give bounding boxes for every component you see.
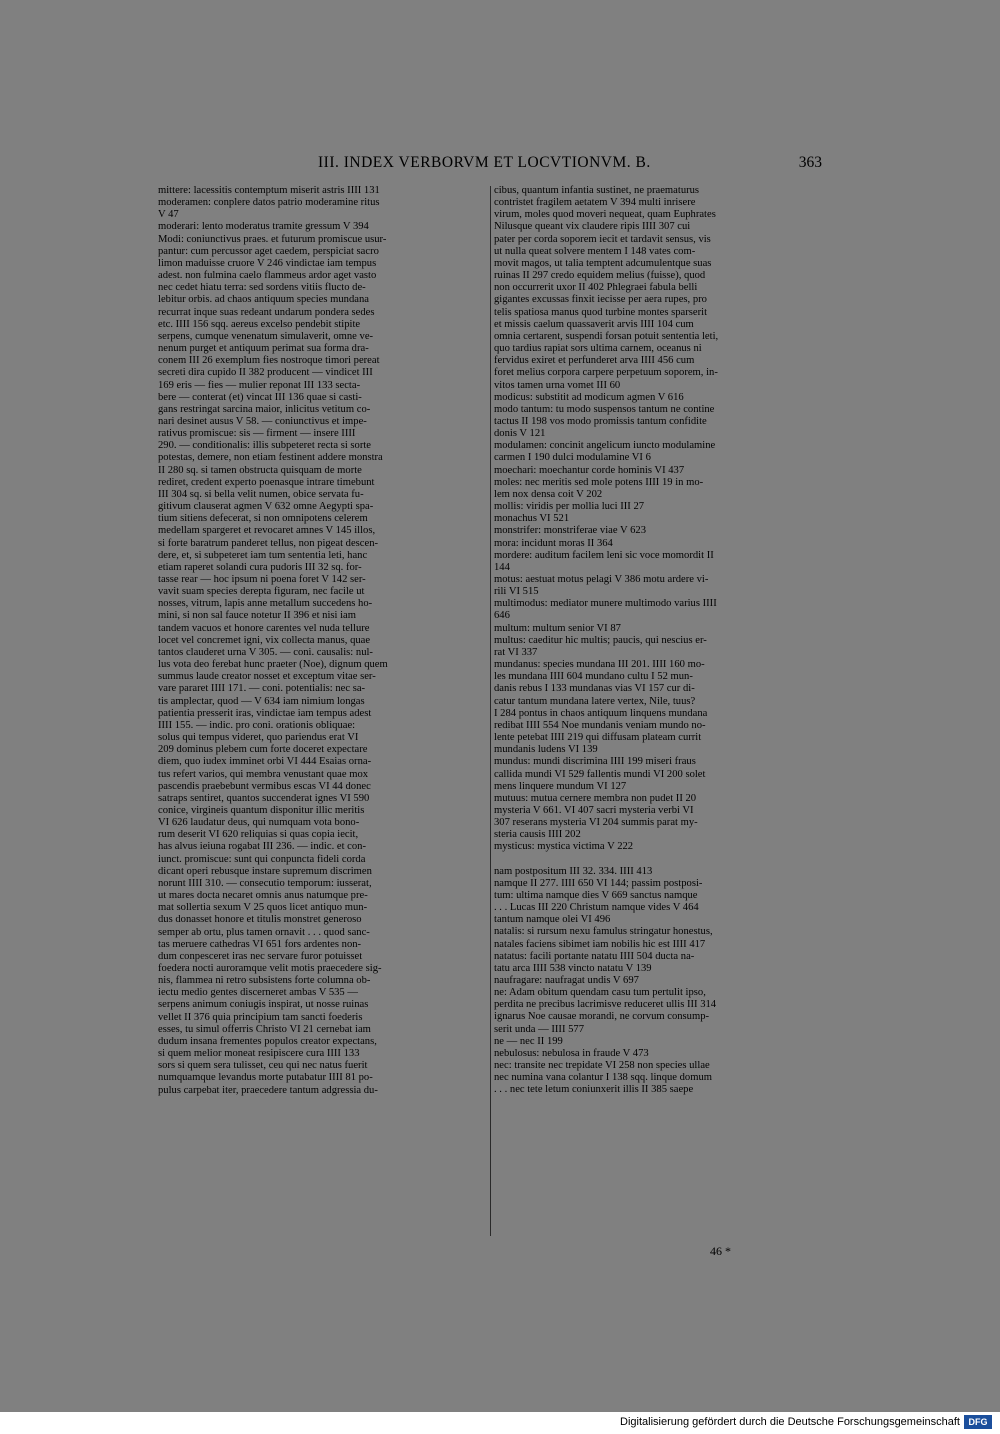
printer-signature: 46 *: [710, 1244, 731, 1258]
page-header: [160, 154, 822, 176]
text-line: tasse rear — hoc ipsum ni poena foret V 142 ser-: [158, 574, 366, 585]
text-line: natales faciens sibimet iam nobilis hic est IIII 417: [494, 938, 706, 950]
text-line: monachus VI 521: [494, 513, 570, 525]
text-line: tis amplectar, quod — V 634 iam nimium longas: [158, 695, 365, 707]
text-line: gitivum clauserat agmen V 632 omne Aegypti spa-: [158, 501, 374, 513]
text-line: pantur: cum percussor aget caedem, perspiciat sacro: [158, 245, 379, 257]
text-line: ut nulla queat solvere mentem I 148 vates com-: [494, 245, 696, 257]
digitization-footer: [0, 1412, 1000, 1434]
text-line: iectu medio gentes discerneret ambas V 535 —: [158, 987, 358, 999]
text-line: pascendis praebebunt vermibus escas VI 44 donec: [158, 780, 371, 792]
text-line: ruinas II 297 credo equidem melius (fuisse), quod: [494, 270, 706, 282]
right-column: [494, 185, 822, 1097]
text-line: sors si quem sera tulisset, ceu qui nec natus fuerit: [158, 1060, 368, 1072]
text-line: mysteria V 661. VI 407 sacri mysteria verbi VI: [494, 804, 694, 816]
text-line: dere, et, si subpeteret iam tum sententia leti, hanc: [158, 549, 368, 561]
text-line: II 280 sq. si tamen obstructa quisquam de morte: [158, 464, 362, 476]
text-line: nec: transite nec trepidate VI 258 non species ullae: [494, 1060, 710, 1072]
text-line: mens linquere mundum VI 127: [494, 780, 627, 792]
column-divider: [490, 186, 491, 1236]
text-line: mora: incidunt moras II 364: [494, 537, 613, 549]
text-line: dudum insana frementes populos creator expectans,: [158, 1035, 377, 1047]
text-line: potestas, demere, non etiam festinent addere monstra: [158, 452, 383, 464]
text-line: solus qui tempus videret, quo pariendus erat VI: [158, 732, 359, 744]
text-line: 209 dominus plebem cum forte doceret expectare: [158, 744, 368, 756]
text-line: mysticus: mystica victima V 222: [494, 841, 634, 853]
text-line: gans restringat sarcina maior, inlicitus vetitum co-: [158, 403, 371, 415]
text-line: I 284 pontus in chaos antiquum linquens mundana: [494, 707, 708, 719]
text-line: vavit suam species derepta figuram, nec facile ut: [158, 586, 365, 598]
text-line: moechari: moechantur corde hominis VI 437: [494, 464, 685, 476]
text-line: tas meruere cathedras VI 651 fors ardentes non-: [158, 938, 362, 950]
text-line: nec cedet hiatu terra: sed sordens vitiis flucto de-: [158, 282, 366, 294]
text-line: nis, flammea ni retro subsistens forte columna ob-: [158, 975, 371, 987]
text-line: tactus II 198 vos modo promissis tantum confidite: [494, 415, 707, 427]
page-number: 363: [798, 154, 822, 171]
text-line: pulus carpebat iter, praecedere tantum adgressia du-: [158, 1084, 378, 1096]
text-line: foret melius corpora carpere perpetuum soporem, in-: [494, 367, 718, 379]
text-line: tantos clauderet urna V 305. — coni. causalis: nul-: [158, 646, 373, 658]
text-line: natalis: si rursum nexu famulus stringatur honestus,: [494, 926, 713, 938]
text-line: naufragare: naufragat undis V 697: [494, 975, 639, 986]
text-line: tandem vacuos et honore carentes vel nuda tellure: [158, 622, 370, 634]
text-line: numquamque levandus morte putabatur IIII 81 po-: [158, 1072, 373, 1084]
text-line: lente petebat IIII 219 qui diffusam plateam currit: [494, 732, 702, 744]
text-line: pater per corda soporem iecit et tardavit sensus, vis: [494, 233, 711, 245]
text-line: esses, tu simul offerris Christo VI 21 cernebat iam: [158, 1023, 371, 1035]
text-line: locet vel concremet igni, vix collecta manus, quae: [158, 634, 371, 646]
text-line: nec numina vana colantur I 138 sqq. linque domum: [494, 1072, 713, 1084]
text-line: mutuus: mutua cernere membra non pudet II 20: [494, 792, 697, 804]
text-line: carmen I 190 dulci modulamine VI 6: [494, 452, 651, 464]
text-line: ne — nec II 199: [494, 1035, 563, 1047]
text-line: Modi: coniunctivus praes. et futurum promiscue usur-: [158, 233, 387, 245]
text-line: . . . nec tete letum coniunxerit illis II 385 saepe: [494, 1084, 694, 1096]
text-line: conem III 26 exemplum fies nostroque timori pereat: [158, 355, 380, 367]
text-line: mundanis ludens VI 139: [494, 744, 598, 756]
text-line: nenum purget et antiquum perimat sua forma dra-: [158, 343, 369, 355]
running-title: III. INDEX VERBORVM ET LOCVTIONVM. B.: [318, 154, 651, 171]
text-line: fervidus exiret et perfunderet arva IIII 456 cum: [494, 355, 695, 367]
text-line: diem, quo iudex imminet orbi VI 444 Esaias orna-: [158, 756, 372, 768]
text-line: lus vota deo ferebat hunc praeter (Noe), dignum quem: [158, 659, 388, 671]
text-line: dus donasset honore et titulis monstret generoso: [158, 914, 362, 926]
text-line: etiam raperet solandi cura pudoris III 32 sq. for-: [158, 561, 362, 573]
text-line: 144: [494, 561, 510, 573]
text-line: mat sollertia sexum V 25 quos licet antiquo mun-: [158, 902, 368, 914]
text-line: cibus, quantum infantia sustinet, ne praematurus: [494, 185, 700, 196]
text-line: telis spatiosa manus quod turbine montes sparserit: [494, 306, 708, 318]
text-line: monstrifer: monstriferae viae V 623: [494, 525, 647, 537]
text-line: rili VI 515: [494, 586, 539, 598]
text-line: si quem melior moneat resipiscere cura IIII 133: [158, 1048, 360, 1060]
text-line: nam postpositum III 32. 334. IIII 413: [494, 865, 653, 877]
text-line: lebitur orbis. ad chaos antiquum species mundana: [158, 294, 369, 306]
text-line: tantum namque olei VI 496: [494, 914, 611, 926]
text-line: dum conpesceret iras nec servare furor potuisset: [158, 950, 363, 962]
text-line: bere — conterat (et) vincat III 136 quae si casti-: [158, 391, 362, 403]
text-line: movit magos, ut talia temptent adcumulentque suas: [494, 257, 712, 269]
text-line: limon maduisse cruore V 246 vindictae iam tempus: [158, 257, 377, 269]
text-line: multus: caeditur hic multis; paucis, qui nescius er-: [494, 634, 707, 646]
text-line: rativus promiscue: sis — firment — insere IIII: [158, 428, 356, 440]
text-line: vellet II 376 quia principium tam sancti foederis: [158, 1011, 363, 1023]
text-line: IIII 155. — indic. pro coni. orationis obliquae:: [158, 719, 356, 731]
text-line: tatu arca IIII 538 vincto natatu V 139: [494, 962, 652, 974]
text-line: ut mares docta necaret omnis anus natumque pre-: [158, 890, 368, 902]
text-line: nosses, vitrum, lapis anne metallum succedens ho-: [158, 598, 373, 610]
text-line: ne: Adam obitum quendam casu tum pertulit ipso,: [494, 987, 706, 999]
text-line: secreti dira cupido II 382 producent — vindicet III: [158, 367, 373, 379]
text-line: si forte baratrum panderet tellus, non pigeat descen-: [158, 537, 379, 549]
text-line: 307 reserans mysteria VI 204 summis parat my-: [494, 817, 698, 829]
text-line: steria causis IIII 202: [494, 829, 581, 841]
text-line: conice, virgineis quantum disponitur illic meritis: [158, 804, 365, 816]
text-line: rat VI 337: [494, 646, 538, 658]
text-line: ignarus Noe causae morandi, ne corvum consump-: [494, 1011, 710, 1023]
text-line: donis V 121: [494, 428, 546, 440]
text-line: 169 eris — fies — mulier reponat III 133 secta-: [158, 379, 361, 391]
text-line: 290. — conditionalis: illis subpeteret recta si sorte: [158, 440, 372, 452]
text-line: mittere: lacessitis contemptum miserit astris IIII 131: [158, 185, 380, 196]
text-line: . . . Lucas III 220 Christum namque vides V 464: [494, 902, 699, 914]
text-line: perdita ne precibus lacrimisve reduceret ullis III 314: [494, 999, 717, 1011]
left-column: [158, 185, 488, 1097]
text-line: nebulosus: nebulosa in fraude V 473: [494, 1047, 649, 1059]
text-line: callida mundi VI 529 fallentis mundi VI 200 solet: [494, 768, 706, 780]
text-line: catur tantum mundana latere vertex, Nile, tuus?: [494, 695, 696, 707]
text-line: has alvus ieiuna rogabat III 236. — indic. et con-: [158, 841, 366, 853]
text-line: redibat IIII 554 Noe mundanis veniam mundo no-: [494, 719, 706, 731]
text-line: mundanus: species mundana III 201. IIII 160 mo-: [494, 659, 705, 671]
text-line: tus refert varios, qui membra venustant quae mox: [158, 768, 369, 780]
text-line: danis rebus I 133 mundanas vias VI 157 cur di-: [494, 683, 695, 695]
text-line: recurrat inque suas redeant undarum pondera sedes: [158, 306, 375, 318]
text-line: foedera nocti auroramque velit motis praecedere sig-: [158, 963, 382, 974]
text-line: Nilusque queant vix claudere ripis IIII 307 cui: [494, 221, 691, 233]
text-line: contristet fragilem aetatem V 394 multi inrisere: [494, 197, 696, 209]
text-line: omnia certarent, suspendi forsan potuit sententia leti,: [494, 330, 719, 342]
text-line: serpens animum coniugis inspirat, ut nosse ruinas: [158, 999, 369, 1011]
text-line: [494, 854, 822, 866]
text-line: tium sitiens defecerat, si non omnipotens celerem: [158, 513, 368, 525]
text-line: semper ab ortu, plus tamen ornavit . . . quod sanc-: [158, 926, 370, 938]
text-line: rum deserit VI 620 reliquias si quas copia iecit,: [158, 829, 359, 841]
text-line: satraps sentiret, quantos succenderat ignes VI 590: [158, 792, 370, 804]
text-line: mundus: mundi discrimina IIII 199 miseri fraus: [494, 756, 696, 768]
text-line: non occurrerit uxor II 402 Phlegraei fabula belli: [494, 282, 698, 294]
text-line: modulamen: concinit angelicum iuncto modulamine: [494, 440, 716, 452]
text-line: moderamen: conplere datos patrio moderamine ritus: [158, 197, 380, 209]
text-line: modo tantum: tu modo suspensos tantum ne contine: [494, 403, 715, 415]
text-line: tum: ultima namque dies V 669 sanctus namque: [494, 889, 698, 901]
text-line: multimodus: mediator munere multimodo varius IIII: [494, 598, 717, 610]
text-line: quo tardius rapiat sors ultima carnem, oceanus ni: [494, 343, 702, 355]
text-line: serit unda — IIII 577: [494, 1023, 585, 1035]
text-line: motus: aestuat motus pelagi V 386 motu ardere vi-: [494, 574, 709, 585]
text-line: 646: [494, 610, 510, 622]
text-line: rediret, credent experto poenasque intrare timebunt: [158, 476, 375, 488]
text-line: V 47: [158, 209, 179, 221]
text-line: patientia presserit iras, vindictae iam tempus adest: [158, 707, 372, 719]
text-line: virum, moles quod moveri nequeat, quam Euphrates: [494, 209, 716, 221]
text-line: lem nox densa coit V 202: [494, 488, 603, 500]
text-line: mollis: viridis per mollia luci III 27: [494, 501, 645, 513]
text-line: les mundana IIII 604 mundano cultu I 52 mun-: [494, 671, 693, 683]
text-line: modicus: substitit ad modicum agmen V 616: [494, 391, 684, 403]
text-line: natatus: facili portante natatu IIII 504 ducta na-: [494, 950, 695, 962]
text-line: mini, si non sal fauce notetur II 396 et nisi iam: [158, 610, 357, 622]
text-line: norunt IIII 310. — consecutio temporum: iusserat,: [158, 877, 372, 889]
dfg-logo-icon: DFG: [964, 1415, 992, 1429]
text-line: vitos tamen urna vomet III 60: [494, 379, 621, 391]
text-line: dicant operi rebusque instare supremum discrimen: [158, 865, 372, 877]
text-line: etc. IIII 156 sqq. aereus excelso pendebit stipite: [158, 318, 361, 330]
text-line: vare pararet IIII 171. — coni. potentialis: nec sa-: [158, 683, 366, 695]
footer-credit: Digitalisierung gefördert durch die Deutsche Forschungsgemeinschaft: [620, 1416, 960, 1428]
text-line: VI 626 laudatur deus, qui numquam vota bono-: [158, 817, 360, 829]
text-line: moles: nec meritis sed mole potens IIII 19 in mo-: [494, 476, 704, 488]
text-line: summus laude creator nosset et exceptum vitae ser-: [158, 671, 376, 683]
text-line: iunct. promiscue: sunt qui conpuncta fideli corda: [158, 853, 366, 865]
text-line: medellam spargeret et revocaret amnes V 145 illos,: [158, 525, 376, 537]
text-line: et missis caelum quassaverit arvis IIII 104 cum: [494, 318, 694, 330]
text-line: gigantes excussas finxit iecisse per aera rupes, pro: [494, 294, 707, 306]
text-line: III 304 sq. si bella velit numen, obice servata fu-: [158, 488, 364, 500]
text-line: namque II 277. IIII 650 VI 144; passim postposi-: [494, 877, 703, 889]
text-line: adest. non fulmina caelo flammeus ardor aget vasto: [158, 270, 377, 282]
text-line: nari desinet ausus V 58. — coniunctivus et impe-: [158, 415, 367, 427]
text-line: mordere: auditum facilem leni sic voce momordit II: [494, 549, 714, 561]
text-line: serpens, cumque venenatum simulaverit, omne ve-: [158, 330, 374, 342]
text-line: multum: multum senior VI 87: [494, 622, 621, 634]
text-line: moderari: lento moderatus tramite gressum V 394: [158, 221, 369, 233]
